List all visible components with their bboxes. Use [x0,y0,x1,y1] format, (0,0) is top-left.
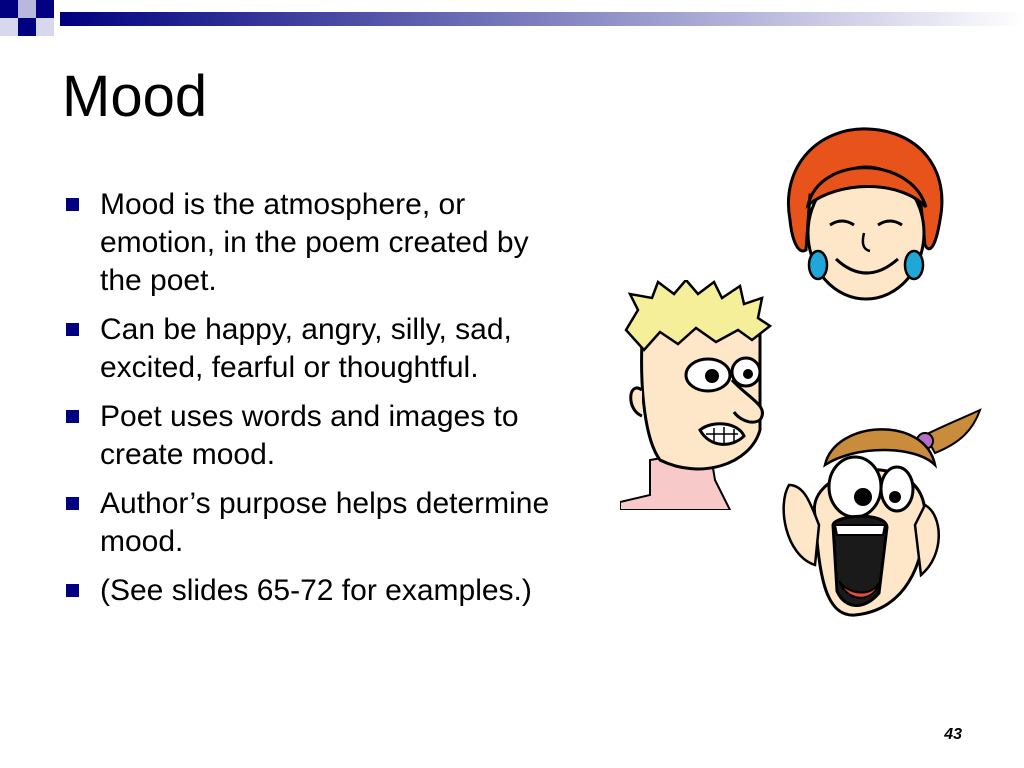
bullet-item [62,398,562,474]
screaming-girl-clipart [775,405,985,625]
bullet-text: Poet uses words and images to create mood. [100,400,519,471]
bullet-text: (See slides 65-72 for examples.) [100,574,532,607]
bullet-item [62,311,562,387]
square-bullet-icon [66,198,79,211]
bullet-item [62,485,562,561]
bullet-list [62,186,562,621]
bullet-text: Mood is the atmosphere, or emotion, in the poem created by the poet. [100,188,529,297]
bullet-text: Author’s purpose helps determine mood. [100,487,550,558]
bullet-item [62,186,562,300]
bullet-item [62,572,562,610]
square-bullet-icon [66,584,79,597]
square-bullet-icon [66,323,79,336]
square-bullet-icon [66,410,79,423]
square-bullet-icon [66,497,79,510]
slide-title: Mood [62,64,208,129]
smiling-woman-clipart [780,125,950,310]
slide-number: 43 [944,726,962,743]
header-decoration [0,0,1024,42]
bullet-text: Can be happy, angry, silly, sad, excited, fearful or thoughtful. [100,313,512,384]
nervous-man-clipart [620,280,780,515]
